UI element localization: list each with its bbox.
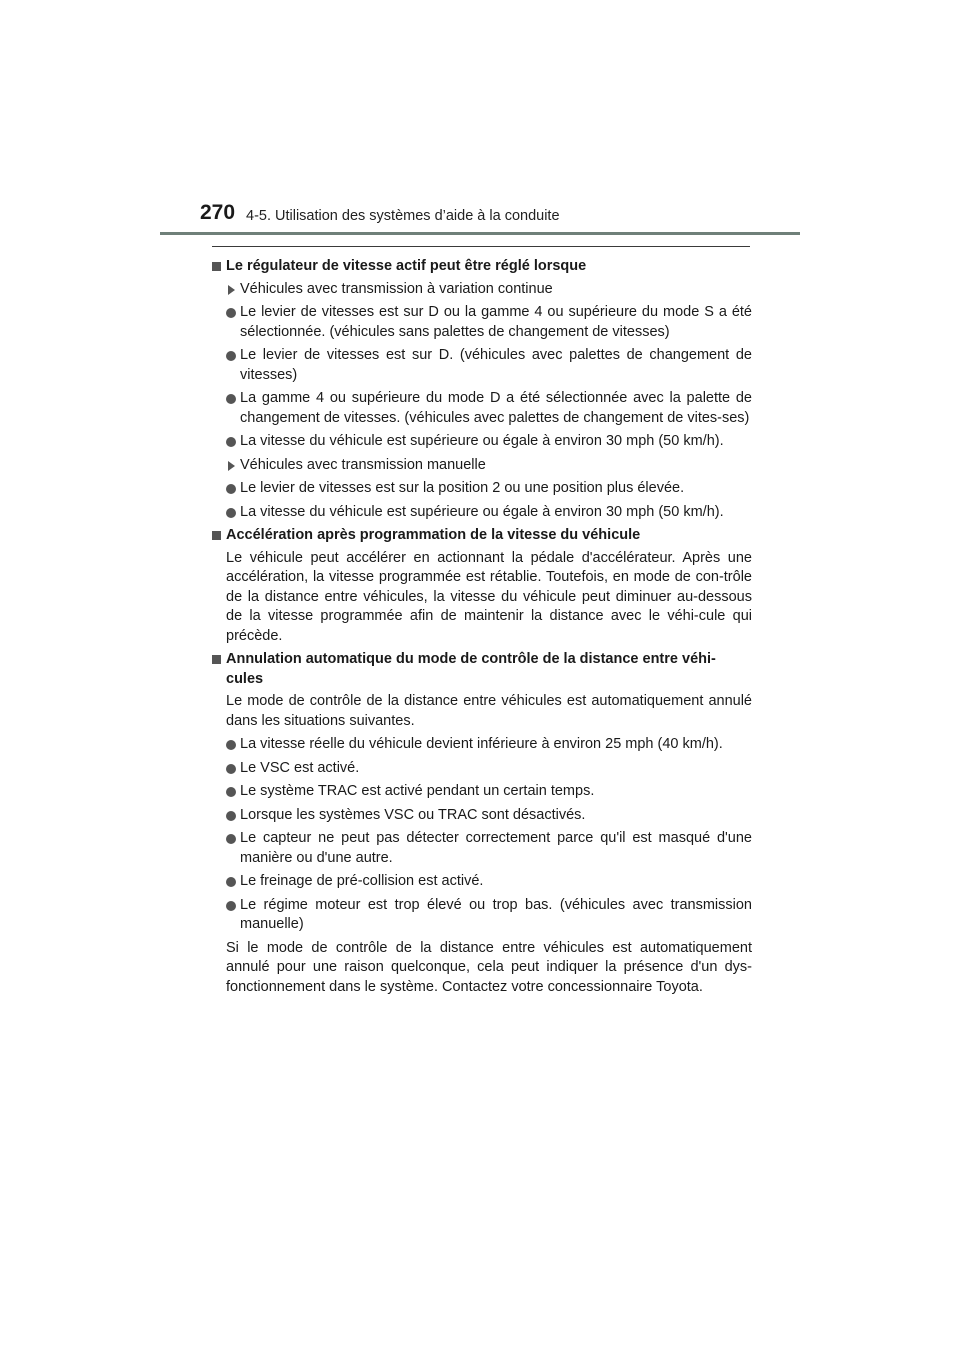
section-title-activation-conditions: Le régulateur de vitesse actif peut être réglé lorsque — [212, 257, 752, 277]
triangle-arrow-icon — [228, 461, 235, 471]
round-bullet-icon — [226, 351, 236, 361]
section-title-acceleration: Accélération après programmation de la vitesse du véhicule — [212, 526, 752, 546]
list-item: La gamme 4 ou supérieure du mode D a été sélectionnée avec la palette de changement de vitesses. (véhicules avec palettes de changement de vites-ses) — [212, 389, 752, 428]
page-number: 270 — [200, 201, 236, 224]
paragraph-auto-cancel-intro: Le mode de contrôle de la distance entre véhicules est automatiquement annulé dans les situations suivantes. — [226, 693, 752, 729]
round-bullet-icon — [226, 484, 236, 494]
list-item: Le levier de vitesses est sur D ou la gamme 4 ou supérieure du mode S a été sélectionnée. (véhicules sans palettes de changement de vitesses) — [212, 303, 752, 342]
square-bullet-icon — [212, 262, 221, 271]
section-title-auto-cancel: Annulation automatique du mode de contrôle de la distance entre véhi-cules — [212, 650, 752, 689]
round-bullet-icon — [226, 901, 236, 911]
round-bullet-icon — [226, 508, 236, 518]
list-item: Le levier de vitesses est sur D. (véhicules avec palettes de changement de vitesses) — [212, 346, 752, 385]
round-bullet-icon — [226, 811, 236, 821]
subheading-cvt: Véhicules avec transmission à variation continue — [212, 280, 752, 300]
list-item: Lorsque les systèmes VSC ou TRAC sont désactivés. — [212, 806, 752, 826]
list-item: Le levier de vitesses est sur la position 2 ou une position plus élevée. — [212, 479, 752, 499]
round-bullet-icon — [226, 834, 236, 844]
round-bullet-icon — [226, 877, 236, 887]
content-top-rule — [212, 246, 750, 247]
list-item: La vitesse réelle du véhicule devient inférieure à environ 25 mph (40 km/h). — [212, 735, 752, 755]
list-item: Le régime moteur est trop élevé ou trop bas. (véhicules avec transmission manuelle) — [212, 896, 752, 935]
paragraph-auto-cancel-outro: Si le mode de contrôle de la distance entre véhicules est automatiquement annulé pour une raison quelconque, cela peut indiquer la présence d'un dys-fonctionnement dans le système. Contactez votre concessionnaire Toyota. — [226, 939, 752, 995]
paragraph-acceleration: Le véhicule peut accélérer en actionnant la pédale d'accélérateur. Après une accélération, la vitesse programmée est rétablie. Toutefois, en mode de con-trôle de la distance entre véhicules, la vitesse du véhicule peut diminuer au-dessous de la vitesse programmée afin de maintenir la distance avec le véhi-cule qui précède. — [226, 549, 752, 644]
round-bullet-icon — [226, 394, 236, 404]
list-item: Le VSC est activé. — [212, 759, 752, 779]
square-bullet-icon — [212, 655, 221, 664]
list-item: Le capteur ne peut pas détecter correctement parce qu'il est masqué d'une manière ou d'une autre. — [212, 829, 752, 868]
round-bullet-icon — [226, 437, 236, 447]
round-bullet-icon — [226, 308, 236, 318]
subheading-manual: Véhicules avec transmission manuelle — [212, 456, 752, 476]
header-rule — [160, 232, 800, 235]
list-item: La vitesse du véhicule est supérieure ou égale à environ 30 mph (50 km/h). — [212, 432, 752, 452]
running-header: 4-5. Utilisation des systèmes d’aide à la conduite — [246, 208, 560, 224]
list-item: Le freinage de pré-collision est activé. — [212, 872, 752, 892]
round-bullet-icon — [226, 740, 236, 750]
list-item: La vitesse du véhicule est supérieure ou égale à environ 30 mph (50 km/h). — [212, 503, 752, 523]
triangle-arrow-icon — [228, 285, 235, 295]
page-content — [212, 257, 752, 1001]
list-item: Le système TRAC est activé pendant un certain temps. — [212, 782, 752, 802]
square-bullet-icon — [212, 531, 221, 540]
round-bullet-icon — [226, 787, 236, 797]
round-bullet-icon — [226, 764, 236, 774]
